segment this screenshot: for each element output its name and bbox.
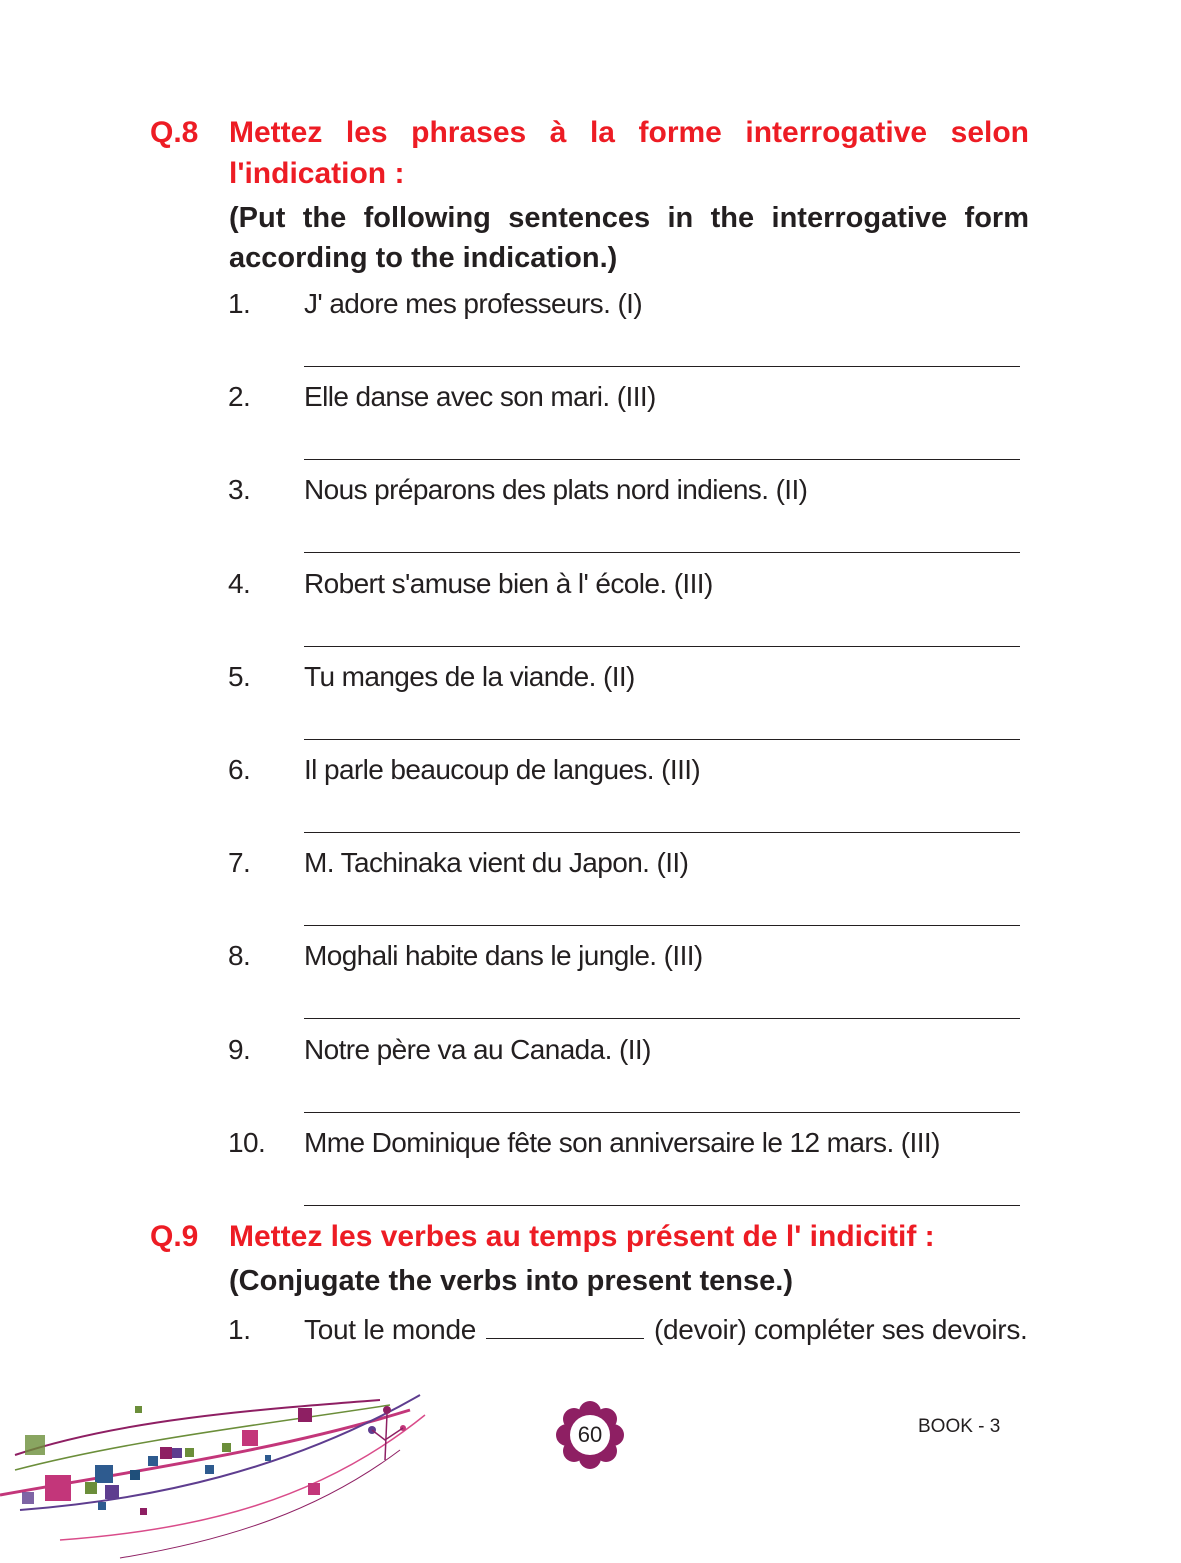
q8-item-text: Robert s'amuse bien à l' école. (III) bbox=[304, 568, 713, 599]
deco-square bbox=[140, 1508, 147, 1515]
q8-item-text: Nous préparons des plats nord indiens. (II) bbox=[304, 474, 808, 505]
deco-dot bbox=[383, 1406, 391, 1414]
answer-line[interactable] bbox=[304, 1112, 1020, 1113]
deco-square bbox=[242, 1430, 258, 1446]
q9-item-before: Tout le monde bbox=[304, 1314, 476, 1345]
q8-number: Q.8 bbox=[150, 116, 199, 149]
deco-square bbox=[148, 1456, 158, 1466]
q8-item-text: Moghali habite dans le jungle. (III) bbox=[304, 940, 703, 971]
q9-number: Q.9 bbox=[150, 1220, 199, 1253]
book-label: BOOK - 3 bbox=[918, 1416, 1001, 1437]
deco-square bbox=[45, 1475, 71, 1501]
answer-line[interactable] bbox=[304, 459, 1020, 460]
page-number: 60 bbox=[577, 1422, 603, 1447]
q8-item-number: 1. bbox=[228, 288, 251, 319]
deco-square bbox=[160, 1447, 172, 1459]
q8-item-text: Elle danse avec son mari. (III) bbox=[304, 381, 656, 412]
answer-line[interactable] bbox=[304, 1205, 1020, 1206]
q9-item-number: 1. bbox=[228, 1314, 251, 1345]
answer-line[interactable] bbox=[304, 739, 1020, 740]
deco-square bbox=[85, 1482, 97, 1494]
q8-item-number: 10. bbox=[228, 1127, 266, 1158]
deco-square bbox=[172, 1448, 182, 1458]
q9-subtitle: (Conjugate the verbs into present tense.) bbox=[229, 1265, 793, 1297]
q9-item-text bbox=[304, 1310, 1029, 1350]
deco-square bbox=[222, 1443, 231, 1452]
q9-title: Mettez les verbes au temps présent de l' indicitif : bbox=[229, 1220, 935, 1253]
q8-item-number: 3. bbox=[228, 474, 251, 505]
q8-item-number: 8. bbox=[228, 940, 251, 971]
q8-item-number: 5. bbox=[228, 661, 251, 692]
deco-square bbox=[25, 1435, 45, 1455]
answer-line[interactable] bbox=[304, 552, 1020, 553]
deco-square bbox=[98, 1502, 106, 1510]
q8-item-text: Mme Dominique fête son anniversaire le 12 mars. (III) bbox=[304, 1127, 940, 1158]
q8-title: Mettez les phrases à la forme interrogative selon l'indication : bbox=[229, 116, 1029, 190]
answer-line[interactable] bbox=[304, 832, 1020, 833]
deco-square bbox=[135, 1406, 142, 1413]
q8-item-number: 6. bbox=[228, 754, 251, 785]
answer-line[interactable] bbox=[304, 366, 1020, 367]
answer-line[interactable] bbox=[304, 1018, 1020, 1019]
deco-square bbox=[265, 1455, 271, 1461]
q8-item-text: Tu manges de la viande. (II) bbox=[304, 661, 635, 692]
deco-square bbox=[298, 1408, 312, 1422]
deco-square bbox=[185, 1448, 194, 1457]
deco-square bbox=[308, 1483, 320, 1495]
answer-line[interactable] bbox=[304, 646, 1020, 647]
decorative-swirl-art bbox=[0, 1390, 430, 1563]
deco-square bbox=[22, 1492, 34, 1504]
deco-square bbox=[205, 1465, 214, 1474]
deco-square bbox=[130, 1470, 140, 1480]
q8-item-text: Il parle beaucoup de langues. (III) bbox=[304, 754, 701, 785]
q8-item-text: M. Tachinaka vient du Japon. (II) bbox=[304, 847, 689, 878]
deco-square bbox=[95, 1465, 113, 1483]
swirl-line bbox=[15, 1400, 380, 1455]
q8-item-number: 2. bbox=[228, 381, 251, 412]
swirl-line bbox=[20, 1395, 420, 1510]
fill-in-blank[interactable] bbox=[486, 1314, 644, 1339]
q8-item-number: 4. bbox=[228, 568, 251, 599]
deco-square bbox=[105, 1485, 119, 1499]
q8-item-text: J' adore mes professeurs. (I) bbox=[304, 288, 643, 319]
answer-line[interactable] bbox=[304, 925, 1020, 926]
q8-item-number: 7. bbox=[228, 847, 251, 878]
q9-item-after: (devoir) compléter ses devoirs. bbox=[654, 1314, 1028, 1345]
q8-subtitle: (Put the following sentences in the interrogative form according to the indication.) bbox=[229, 202, 1029, 274]
q8-item-number: 9. bbox=[228, 1034, 251, 1065]
q8-item-text: Notre père va au Canada. (II) bbox=[304, 1034, 651, 1065]
